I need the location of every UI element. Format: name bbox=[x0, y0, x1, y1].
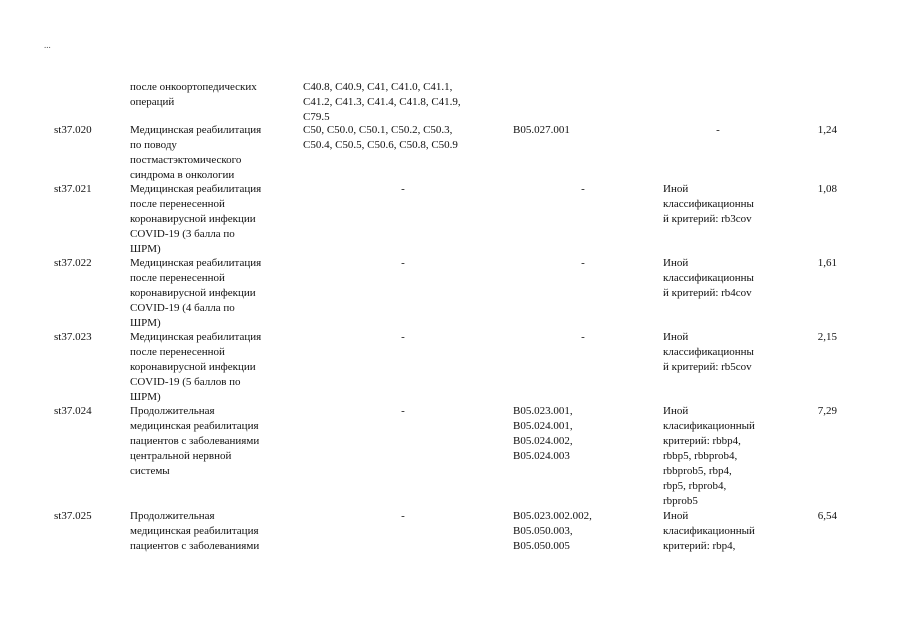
row-mkb-codes: - bbox=[401, 405, 405, 417]
row-criteria: - bbox=[716, 124, 720, 136]
row-service-codes: - bbox=[581, 183, 585, 195]
page-mark: ... bbox=[44, 40, 51, 50]
row-code: st37.024 bbox=[54, 405, 92, 417]
row-mkb-codes: - bbox=[401, 183, 405, 195]
row-criteria: Иной классификационны й критерий: rb5cov bbox=[663, 331, 754, 373]
row-service-codes: B05.023.001, B05.024.001, B05.024.002, B05.024.003 bbox=[513, 405, 573, 462]
row-coefficient: 6,54 bbox=[817, 510, 837, 522]
row-criteria: Иной класификационный критерий: rbbp4, rbbp5, rbbprob4, rbbprob5, rbp4, rbp5, rbprob4, rbprob5 bbox=[663, 405, 755, 507]
row-service-codes: - bbox=[581, 331, 585, 343]
row-name: Продолжительная медицинская реабилитация пациентов с заболеваниями центральной нервной системы bbox=[130, 405, 260, 477]
row-mkb-codes: C40.8, C40.9, C41, C41.0, C41.1, C41.2, C41.3, C41.4, C41.8, C41.9, C79.5 bbox=[303, 81, 461, 123]
row-name: после онкоортопедических операций bbox=[130, 81, 257, 108]
row-code: st37.021 bbox=[54, 183, 92, 195]
row-service-codes: B05.023.002.002, B05.050.003, B05.050.005 bbox=[513, 510, 592, 552]
row-criteria: Иной класификационный критерий: rbp4, bbox=[663, 510, 755, 552]
row-mkb-codes: C50, C50.0, C50.1, C50.2, C50.3, C50.4, C50.5, C50.6, C50.8, C50.9 bbox=[303, 124, 458, 151]
row-mkb-codes: - bbox=[401, 331, 405, 343]
row-coefficient: 1,08 bbox=[817, 183, 837, 195]
row-code: st37.020 bbox=[54, 124, 92, 136]
row-criteria: Иной классификационны й критерий: rb3cov bbox=[663, 183, 754, 225]
row-name: Медицинская реабилитация после перенесенной коронавирусной инфекции COVID-19 (4 балла по ШРМ) bbox=[130, 257, 262, 329]
row-name: Медицинская реабилитация после перенесенной коронавирусной инфекции COVID-19 (3 балла по ШРМ) bbox=[130, 183, 262, 255]
row-code: st37.023 bbox=[54, 331, 92, 343]
row-service-codes: B05.027.001 bbox=[513, 124, 570, 136]
row-service-codes: - bbox=[581, 257, 585, 269]
row-coefficient: 2,15 bbox=[817, 331, 837, 343]
row-coefficient: 1,61 bbox=[817, 257, 837, 269]
row-name: Медицинская реабилитация после перенесенной коронавирусной инфекции COVID-19 (5 баллов по ШРМ) bbox=[130, 331, 262, 403]
row-name: Медицинская реабилитация по поводу постмастэктомического синдрома в онкологии bbox=[130, 124, 262, 181]
row-coefficient: 7,29 bbox=[817, 405, 837, 417]
row-coefficient: 1,24 bbox=[817, 124, 837, 136]
row-code: st37.025 bbox=[54, 510, 92, 522]
row-mkb-codes: - bbox=[401, 257, 405, 269]
row-code: st37.022 bbox=[54, 257, 92, 269]
row-name: Продолжительная медицинская реабилитация пациентов с заболеваниями bbox=[130, 510, 260, 552]
row-mkb-codes: - bbox=[401, 510, 405, 522]
row-criteria: Иной классификационны й критерий: rb4cov bbox=[663, 257, 754, 299]
